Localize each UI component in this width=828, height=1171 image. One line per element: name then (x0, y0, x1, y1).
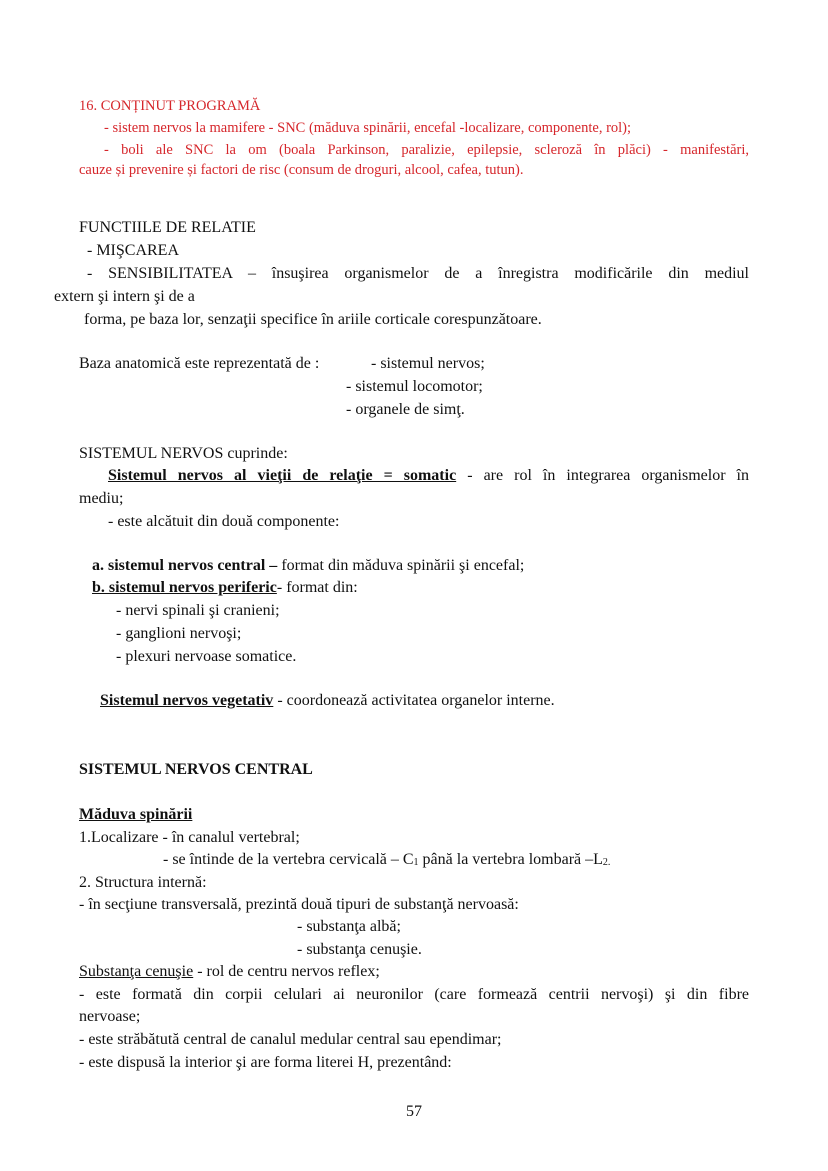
sensibilitatea-line-2: extern şi intern şi de a (54, 288, 195, 305)
snp-def-rest: - format din: (276, 579, 358, 596)
program-line-2b: cauze și prevenire și factori de risc (consum de droguri, alcool, cafea, tutun). (79, 162, 524, 178)
snp-item: - plexuri nervoase somatice. (116, 648, 297, 665)
snc-def-rest: format din măduva spinării şi encefal; (277, 557, 525, 574)
sn-heading: SISTEMUL NERVOS cuprinde: (79, 445, 288, 462)
somatic-rest: - are rol în integrarea organismelor în (456, 467, 749, 484)
cenusie-rol-line (79, 962, 380, 982)
snc-heading: SISTEMUL NERVOS CENTRAL (79, 761, 313, 778)
snc-def-title: a. sistemul nervos central – (92, 557, 278, 574)
vertebra-text-1: - se întinde de la vertebra cervicală – C (163, 851, 414, 868)
maduva-title: Măduva spinării (79, 806, 193, 823)
vegetativ-title: Sistemul nervos vegetativ (100, 692, 274, 709)
substanta-cenusie-item: - substanţa cenuşie. (297, 941, 422, 958)
somatic-line (108, 466, 749, 486)
localizare-line: 1.Localizare - în canalul vertebral; (79, 829, 300, 846)
program-line-1: - sistem nervos la mamifere - SNC (măduva spinării, encefal -localizare, componente, rol); (104, 120, 632, 136)
snc-definition (92, 556, 524, 576)
miscarea-item: - MIŞCAREA (87, 242, 180, 259)
sensibilitatea-line-1: - SENSIBILITATEA – însuşirea organismelor de a înregistra modificările din mediul (87, 265, 749, 282)
program-heading: 16. CONȚINUT PROGRAMĂ (79, 98, 261, 114)
sectiune-line: - în secţiune transversală, prezintă două tipuri de substanţă nervoasă: (79, 896, 519, 913)
baza-item: - sistemul nervos; (371, 355, 485, 372)
vertebra-sub-2: 2. (602, 857, 611, 868)
vegetativ-rest: - coordonează activitatea organelor interne. (273, 692, 555, 709)
dispusa-line: - este dispusă la interior şi are forma literei H, prezentând: (79, 1054, 452, 1071)
page-number: 57 (406, 1103, 422, 1120)
snp-item: - nervi spinali şi cranieni; (116, 602, 280, 619)
snp-def-title: b. sistemul nervos periferic (92, 579, 277, 596)
somatic-title: Sistemul nervos al vieţii de relaţie = somatic (108, 467, 457, 484)
cenusie-title: Substanţa cenuşie (79, 963, 194, 980)
vertebra-line (163, 850, 610, 872)
formata-line-1: - este formată din corpii celulari ai neuronilor (care formează centrii nervoşi) şi din fibre (79, 986, 749, 1003)
vertebra-sub-1: 1 (413, 857, 419, 868)
structura-line: 2. Structura internă: (79, 874, 207, 891)
relatie-heading: FUNCTIILE DE RELATIE (79, 219, 256, 236)
components-line: - este alcătuit din două componente: (108, 513, 340, 530)
baza-item: - organele de simţ. (346, 401, 465, 418)
vegetativ-line (100, 691, 555, 711)
somatic-cont: mediu; (79, 490, 124, 507)
cenusie-rest: - rol de centru nervos reflex; (193, 963, 380, 980)
program-line-2a: - boli ale SNC la om (boala Parkinson, paralizie, epilepsie, scleroză în plăci) - manifestări, (104, 142, 749, 158)
snp-definition (92, 578, 358, 598)
snp-item: - ganglioni nervoşi; (116, 625, 242, 642)
baza-item: - sistemul locomotor; (346, 378, 483, 395)
sensibilitatea-line-3: forma, pe baza lor, senzaţii specifice în ariile corticale corespunzătoare. (84, 311, 542, 328)
baza-intro: Baza anatomică este reprezentată de : (79, 355, 320, 372)
formata-line-2: nervoase; (79, 1008, 141, 1025)
substanta-alba-item: - substanţa albă; (297, 918, 401, 935)
vertebra-text-2: până la vertebra lombară –L (418, 851, 603, 868)
strabatuta-line: - este străbătută central de canalul medular central sau ependimar; (79, 1031, 502, 1048)
